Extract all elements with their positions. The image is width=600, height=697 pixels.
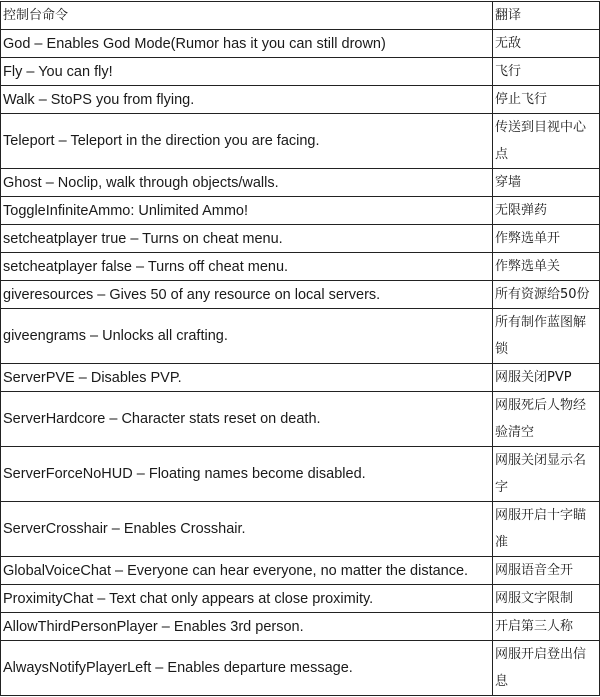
translation-cell: 开启第三人称	[493, 613, 600, 641]
table-row	[1, 364, 600, 392]
command-cell: giveresources – Gives 50 of any resource on local servers.	[1, 281, 493, 309]
command-cell: God – Enables God Mode(Rumor has it you can still drown)	[1, 30, 493, 58]
table-row	[1, 30, 600, 58]
translation-cell: 网服文字限制	[493, 585, 600, 613]
command-cell: ProximityChat – Text chat only appears at close proximity.	[1, 585, 493, 613]
command-cell: ServerForceNoHUD – Floating names become disabled.	[1, 447, 493, 502]
table-row	[1, 253, 600, 281]
table-row	[1, 392, 600, 447]
table-row	[1, 169, 600, 197]
command-cell: ServerPVE – Disables PVP.	[1, 364, 493, 392]
command-cell: AlwaysNotifyPlayerLeft – Enables departure message.	[1, 641, 493, 696]
translation-cell: 无敌	[493, 30, 600, 58]
header-command: 控制台命令	[1, 2, 493, 30]
table-header-row	[1, 2, 600, 30]
translation-cell: 所有制作蓝图解锁	[493, 309, 600, 364]
command-cell: GlobalVoiceChat – Everyone can hear everyone, no matter the distance.	[1, 557, 493, 585]
translation-cell: 停止飞行	[493, 86, 600, 114]
table-row	[1, 225, 600, 253]
command-cell: Fly – You can fly!	[1, 58, 493, 86]
translation-cell: 无限弹药	[493, 197, 600, 225]
command-cell: setcheatplayer false – Turns off cheat menu.	[1, 253, 493, 281]
translation-cell: 所有资源给50份	[493, 281, 600, 309]
command-cell: ServerHardcore – Character stats reset on death.	[1, 392, 493, 447]
table-row	[1, 585, 600, 613]
translation-cell: 飞行	[493, 58, 600, 86]
translation-cell: 网服关闭PVP	[493, 364, 600, 392]
translation-cell: 作弊选单开	[493, 225, 600, 253]
command-cell: Teleport – Teleport in the direction you are facing.	[1, 114, 493, 169]
console-commands-table	[0, 1, 600, 696]
translation-cell: 作弊选单关	[493, 253, 600, 281]
command-cell: ToggleInfiniteAmmo: Unlimited Ammo!	[1, 197, 493, 225]
table-row	[1, 502, 600, 557]
command-cell: giveengrams – Unlocks all crafting.	[1, 309, 493, 364]
table-row	[1, 197, 600, 225]
table-row	[1, 58, 600, 86]
translation-cell: 穿墙	[493, 169, 600, 197]
translation-cell: 网服关闭显示名字	[493, 447, 600, 502]
table-row	[1, 641, 600, 696]
table-row	[1, 447, 600, 502]
command-cell: AllowThirdPersonPlayer – Enables 3rd person.	[1, 613, 493, 641]
table-row	[1, 309, 600, 364]
translation-cell: 网服语音全开	[493, 557, 600, 585]
translation-cell: 传送到目视中心点	[493, 114, 600, 169]
translation-cell: 网服开启十字瞄准	[493, 502, 600, 557]
translation-cell: 网服开启登出信息	[493, 641, 600, 696]
command-cell: ServerCrosshair – Enables Crosshair.	[1, 502, 493, 557]
command-cell: Ghost – Noclip, walk through objects/walls.	[1, 169, 493, 197]
table-row	[1, 114, 600, 169]
header-translation: 翻译	[493, 2, 600, 30]
translation-cell: 网服死后人物经验清空	[493, 392, 600, 447]
command-cell: Walk – StoPS you from flying.	[1, 86, 493, 114]
table-row	[1, 281, 600, 309]
table-row	[1, 613, 600, 641]
command-cell: setcheatplayer true – Turns on cheat menu.	[1, 225, 493, 253]
table-row	[1, 557, 600, 585]
table-row	[1, 86, 600, 114]
